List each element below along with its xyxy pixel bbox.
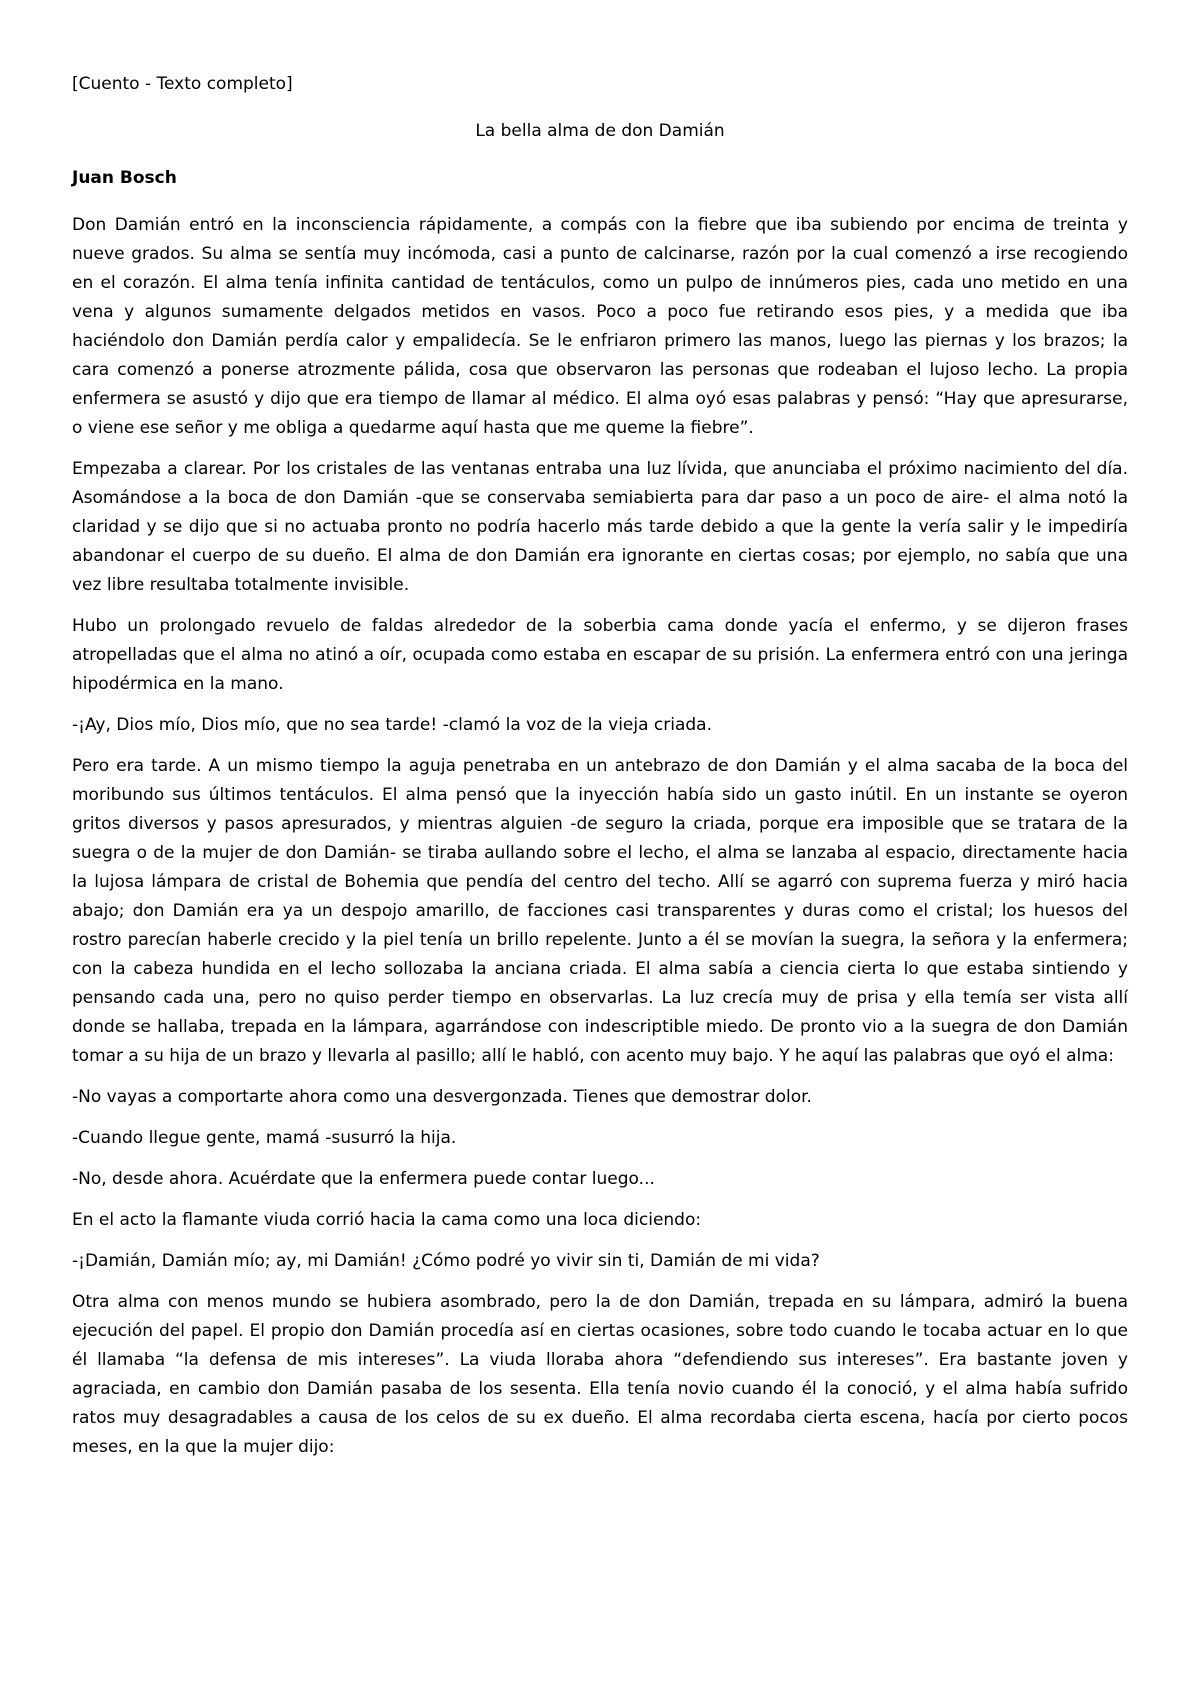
story-author: Juan Bosch <box>72 168 177 188</box>
story-tag: [Cuento - Texto completo] <box>72 74 293 94</box>
story-title: La bella alma de don Damián <box>475 121 725 141</box>
dialogue-line-4: -No, desde ahora. Acuérdate que la enfermera puede contar luego... <box>72 1169 655 1189</box>
dialogue-line-2: -No vayas a comportarte ahora como una desvergonzada. Tienes que demostrar dolor. <box>72 1087 812 1107</box>
narration-line: En el acto la flamante viuda corrió hacia la cama como una loca diciendo: <box>72 1210 702 1230</box>
dialogue-line-1: -¡Ay, Dios mío, Dios mío, que no sea tarde! -clamó la voz de la vieja criada. <box>72 715 713 735</box>
document-body <box>72 70 1128 1474</box>
paragraph-3: Hubo un prolongado revuelo de faldas alrededor de la soberbia cama donde yacía el enfermo, y se dijeron frases atropelladas que el alma no atinó a oír, ocupada como estaba en escapar de su prisión. La enfermera entró con una jeringa hipodérmica en la mano. <box>72 616 1128 694</box>
dialogue-line-3: -Cuando llegue gente, mamá -susurró la hija. <box>72 1128 457 1148</box>
paragraph-1: Don Damián entró en la inconsciencia rápidamente, a compás con la fiebre que iba subiendo por encima de treinta y nueve grados. Su alma se sentía muy incómoda, casi a punto de calcinarse, razón por la cual comenzó a irse recogiendo en el corazón. El alma tenía infinita cantidad de tentáculos, como un pulpo de innúmeros pies, cada uno metido en una vena y algunos sumamente delgados metidos en vasos. Poco a poco fue retirando esos pies, y a medida que iba haciéndolo don Damián perdía calor y empalidecía. Se le enfriaron primero las manos, luego las piernas y los brazos; la cara comenzó a ponerse atrozmente pálida, cosa que observaron las personas que rodeaban el lujoso lecho. La propia enfermera se asustó y dijo que era tiempo de llamar al médico. El alma oyó esas palabras y pensó: “Hay que apresurarse, o viene ese señor y me obliga a quedarme aquí hasta que me queme la fiebre”. <box>72 215 1128 438</box>
paragraph-2: Empezaba a clarear. Por los cristales de las ventanas entraba una luz lívida, que anunciaba el próximo nacimiento del día. Asomándose a la boca de don Damián -que se conservaba semiabierta para dar paso a un poco de aire- el alma notó la claridad y se dijo que si no actuaba pronto no podría hacerlo más tarde debido a que la gente la vería salir y le impediría abandonar el cuerpo de su dueño. El alma de don Damián era ignorante en ciertas cosas; por ejemplo, no sabía que una vez libre resultaba totalmente invisible. <box>72 459 1128 595</box>
dialogue-line-5: -¡Damián, Damián mío; ay, mi Damián! ¿Cómo podré yo vivir sin ti, Damián de mi vida? <box>72 1251 820 1271</box>
paragraph-4: Pero era tarde. A un mismo tiempo la aguja penetraba en un antebrazo de don Damián y el alma sacaba de la boca del moribundo sus últimos tentáculos. El alma pensó que la inyección había sido un gasto inútil. En un instante se oyeron gritos diversos y pasos apresurados, y mientras alguien -de seguro la criada, porque era imposible que se tratara de la suegra o de la mujer de don Damián- se tiraba aullando sobre el lecho, el alma se lanzaba al espacio, directamente hacia la lujosa lámpara de cristal de Bohemia que pendía del centro del techo. Allí se agarró con suprema fuerza y miró hacia abajo; don Damián era ya un despojo amarillo, de facciones casi transparentes y duras como el cristal; los huesos del rostro parecían haberle crecido y la piel tenía un brillo repelente. Junto a él se movían la suegra, la señora y la enfermera; con la cabeza hundida en el lecho sollozaba la anciana criada. El alma sabía a ciencia cierta lo que estaba sintiendo y pensando cada una, pero no quiso perder tiempo en observarlas. La luz crecía muy de prisa y ella temía ser vista allí donde se hallaba, trepada en la lámpara, agarrándose con indescriptible miedo. De pronto vio a la suegra de don Damián tomar a su hija de un brazo y llevarla al pasillo; allí le habló, con acento muy bajo. Y he aquí las palabras que oyó el alma: <box>72 756 1128 1066</box>
paragraph-5: Otra alma con menos mundo se hubiera asombrado, pero la de don Damián, trepada en su lámpara, admiró la buena ejecución del papel. El propio don Damián procedía así en ciertas ocasiones, sobre todo cuando le tocaba actuar en lo que él llamaba “la defensa de mis intereses”. La viuda lloraba ahora “defendiendo sus intereses”. Era bastante joven y agraciada, en cambio don Damián pasaba de los sesenta. Ella tenía novio cuando él la conoció, y el alma había sufrido ratos muy desagradables a causa de los celos de su ex dueño. El alma recordaba cierta escena, hacía por cierto pocos meses, en la que la mujer dijo: <box>72 1292 1128 1457</box>
